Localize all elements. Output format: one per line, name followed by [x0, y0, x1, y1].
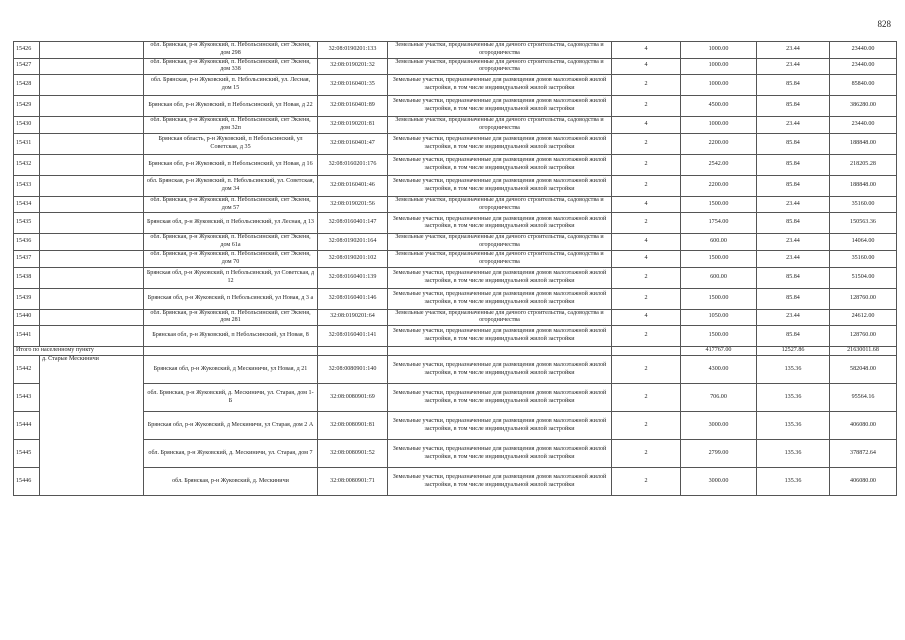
- table-row: [14, 75, 897, 96]
- group-cell: 4: [612, 250, 681, 267]
- group-cell: 2: [612, 288, 681, 309]
- land-category-cell: Земельные участки, предназначенные для размещения домов малоэтажной жилой застройки, в том числе индивидуальной жилой застройки: [388, 154, 612, 175]
- rate-cell: 85.84: [757, 154, 830, 175]
- land-category-cell: Земельные участки, предназначенные для дачного строительства, садоводства и огородничества: [388, 250, 612, 267]
- settlement-cell: [40, 96, 144, 117]
- address-cell: Брянская обл, р-н Жуковский, д Мескиничи, ул Старая, дом 2 А: [144, 412, 318, 440]
- empty-cell: [318, 347, 388, 356]
- address-cell: обл. Брянская, р-н Жуковский, п. Небольсинский, снт Экзеня, дом 57: [144, 196, 318, 213]
- group-cell: 2: [612, 75, 681, 96]
- group-cell: 2: [612, 440, 681, 468]
- cadastral-number-cell: 32:08:0160401:141: [318, 326, 388, 347]
- address-cell: обл. Брянская, р-н Жуковский, п. Небольсинский, снт Экзеня, дом 70: [144, 250, 318, 267]
- empty-cell: [388, 347, 612, 356]
- cadastral-value-cell: 35160.00: [830, 196, 897, 213]
- cadastral-value-cell: 406080.00: [830, 412, 897, 440]
- group-cell: 4: [612, 117, 681, 134]
- area-cell: 1500.00: [681, 288, 757, 309]
- address-cell: обл. Брянская, р-н Жуковский, п. Небольсинский, снт Экзеня, дом 32п: [144, 117, 318, 134]
- cadastral-number-cell: 32:08:0080901:140: [318, 356, 388, 384]
- rate-cell: 23.44: [757, 58, 830, 75]
- cadastral-number-cell: 32:08:0160401:147: [318, 213, 388, 234]
- cadastral-number-cell: 32:08:0080901:71: [318, 468, 388, 496]
- table-row: [14, 326, 897, 347]
- rate-cell: 23.44: [757, 250, 830, 267]
- address-cell: обл. Брянская, р-н Жуковский, д. Мескиничи, ул. Старая, дом 1-Б: [144, 384, 318, 412]
- rate-cell: 135.36: [757, 412, 830, 440]
- rate-cell: 135.36: [757, 356, 830, 384]
- row-number: 15441: [14, 326, 40, 347]
- area-cell: 600.00: [681, 267, 757, 288]
- cadastral-number-cell: 32:08:0160401:35: [318, 75, 388, 96]
- table-row: [14, 196, 897, 213]
- cadastral-value-cell: 582048.00: [830, 356, 897, 384]
- settlement-cell: [40, 117, 144, 134]
- cadastral-number-cell: 32:08:0190201:81: [318, 117, 388, 134]
- settlement-cell: [40, 154, 144, 175]
- settlement-cell: [40, 213, 144, 234]
- total-row: [14, 347, 897, 356]
- row-number: 15444: [14, 412, 40, 440]
- land-category-cell: Земельные участки, предназначенные для дачного строительства, садоводства и огородничества: [388, 309, 612, 326]
- cadastral-value-cell: 14064.00: [830, 234, 897, 251]
- address-cell: обл. Брянская, р-н Жуковский, п. Небольсинский, ул. Советская, дом 34: [144, 175, 318, 196]
- rate-cell: 85.84: [757, 175, 830, 196]
- cadastral-value-cell: 406080.00: [830, 468, 897, 496]
- cadastral-number-cell: 32:08:0080901:81: [318, 412, 388, 440]
- area-cell: 2200.00: [681, 175, 757, 196]
- table-row: [14, 154, 897, 175]
- settlement-cell: [40, 175, 144, 196]
- land-category-cell: Земельные участки, предназначенные для размещения домов малоэтажной жилой застройки, в том числе индивидуальной жилой застройки: [388, 384, 612, 412]
- table-row: [14, 133, 897, 154]
- cadastral-value-cell: 51504.00: [830, 267, 897, 288]
- total-area: 417767.00: [681, 347, 757, 356]
- cadastral-number-cell: 32:08:0160201:176: [318, 154, 388, 175]
- area-cell: 600.00: [681, 234, 757, 251]
- settlement-cell: [40, 326, 144, 347]
- cadastral-number-cell: 32:08:0160401:146: [318, 288, 388, 309]
- settlement-name: д. Старые Мескиничи: [40, 356, 144, 496]
- table-row: [14, 250, 897, 267]
- group-cell: 4: [612, 58, 681, 75]
- area-cell: 706.00: [681, 384, 757, 412]
- cadastral-value-cell: 95564.16: [830, 384, 897, 412]
- land-category-cell: Земельные участки, предназначенные для размещения домов малоэтажной жилой застройки, в том числе индивидуальной жилой застройки: [388, 440, 612, 468]
- table-row: [14, 96, 897, 117]
- area-cell: 3000.00: [681, 468, 757, 496]
- settlement-cell: [40, 196, 144, 213]
- area-cell: 2200.00: [681, 133, 757, 154]
- area-cell: 1000.00: [681, 117, 757, 134]
- area-cell: 4500.00: [681, 96, 757, 117]
- table-row: [14, 42, 897, 59]
- land-category-cell: Земельные участки, предназначенные для дачного строительства, садоводства и огородничества: [388, 234, 612, 251]
- page-number: 828: [877, 19, 891, 29]
- land-category-cell: Земельные участки, предназначенные для размещения домов малоэтажной жилой застройки, в том числе индивидуальной жилой застройки: [388, 133, 612, 154]
- group-cell: 4: [612, 196, 681, 213]
- table-row: [14, 175, 897, 196]
- cadastral-number-cell: 32:08:0080901:69: [318, 384, 388, 412]
- settlement-cell: [40, 250, 144, 267]
- settlement-cell: [40, 42, 144, 59]
- address-cell: обл. Брянская, р-н Жуковский, д. Мескиничи: [144, 468, 318, 496]
- cadastral-number-cell: 32:08:0160401:89: [318, 96, 388, 117]
- group-cell: 2: [612, 412, 681, 440]
- address-cell: Брянская обл, р-н Жуковский, п Небольсинский, ул Новая, 8: [144, 326, 318, 347]
- land-category-cell: Земельные участки, предназначенные для дачного строительства, садоводства и огородничества: [388, 42, 612, 59]
- cadastral-value-cell: 218205.28: [830, 154, 897, 175]
- land-category-cell: Земельные участки, предназначенные для размещения домов малоэтажной жилой застройки, в том числе индивидуальной жилой застройки: [388, 75, 612, 96]
- rate-cell: 85.84: [757, 288, 830, 309]
- land-category-cell: Земельные участки, предназначенные для размещения домов малоэтажной жилой застройки, в том числе индивидуальной жилой застройки: [388, 267, 612, 288]
- group-cell: 2: [612, 175, 681, 196]
- table-row: [14, 288, 897, 309]
- address-cell: обл. Брянская, р-н Жуковский, п. Небольсинский, ул. Лесная, дом 15: [144, 75, 318, 96]
- row-number: 15438: [14, 267, 40, 288]
- cadastral-table: [13, 41, 897, 496]
- group-cell: 4: [612, 42, 681, 59]
- land-category-cell: Земельные участки, предназначенные для размещения домов малоэтажной жилой застройки, в том числе индивидуальной жилой застройки: [388, 175, 612, 196]
- settlement-cell: [40, 234, 144, 251]
- settlement-cell: [40, 75, 144, 96]
- table-row: [14, 384, 897, 412]
- rate-cell: 135.36: [757, 440, 830, 468]
- row-number: 15437: [14, 250, 40, 267]
- settlement-cell: [40, 288, 144, 309]
- cadastral-number-cell: 32:08:0190201:56: [318, 196, 388, 213]
- group-cell: 2: [612, 468, 681, 496]
- group-cell: 2: [612, 326, 681, 347]
- empty-cell: [612, 347, 681, 356]
- area-cell: 1000.00: [681, 42, 757, 59]
- table-row: [14, 412, 897, 440]
- row-number: 15431: [14, 133, 40, 154]
- rate-cell: 23.44: [757, 309, 830, 326]
- area-cell: 2542.00: [681, 154, 757, 175]
- row-number: 15434: [14, 196, 40, 213]
- cadastral-value-cell: 23440.00: [830, 117, 897, 134]
- cadastral-number-cell: 32:08:0190201:102: [318, 250, 388, 267]
- area-cell: 4300.00: [681, 356, 757, 384]
- group-cell: 2: [612, 133, 681, 154]
- land-category-cell: Земельные участки, предназначенные для размещения домов малоэтажной жилой застройки, в том числе индивидуальной жилой застройки: [388, 356, 612, 384]
- total-label: Итого по населенному пункту: [14, 347, 144, 356]
- area-cell: 2799.00: [681, 440, 757, 468]
- rate-cell: 23.44: [757, 234, 830, 251]
- rate-cell: 85.84: [757, 75, 830, 96]
- row-number: 15446: [14, 468, 40, 496]
- area-cell: 1000.00: [681, 58, 757, 75]
- cadastral-value-cell: 85840.00: [830, 75, 897, 96]
- address-cell: Брянская обл, р-н Жуковский, п Небольсинский, ул Лесная, д 13: [144, 213, 318, 234]
- address-cell: Брянская область, р-н Жуковский, п Небольсинский, ул Советская, д 35: [144, 133, 318, 154]
- settlement-cell: [40, 133, 144, 154]
- rate-cell: 85.84: [757, 267, 830, 288]
- table-row: [14, 234, 897, 251]
- empty-cell: [144, 347, 318, 356]
- cadastral-value-cell: 378872.64: [830, 440, 897, 468]
- land-category-cell: Земельные участки, предназначенные для размещения домов малоэтажной жилой застройки, в том числе индивидуальной жилой застройки: [388, 412, 612, 440]
- address-cell: обл. Брянская, р-н Жуковский, п. Небольсинский, снт Экзеня, дом 281: [144, 309, 318, 326]
- rate-cell: 23.44: [757, 196, 830, 213]
- cadastral-number-cell: 32:08:0190201:64: [318, 309, 388, 326]
- table-row: [14, 356, 897, 384]
- land-category-cell: Земельные участки, предназначенные для размещения домов малоэтажной жилой застройки, в том числе индивидуальной жилой застройки: [388, 468, 612, 496]
- cadastral-value-cell: 23440.00: [830, 58, 897, 75]
- row-number: 15436: [14, 234, 40, 251]
- land-category-cell: Земельные участки, предназначенные для размещения домов малоэтажной жилой застройки, в том числе индивидуальной жилой застройки: [388, 326, 612, 347]
- row-number: 15428: [14, 75, 40, 96]
- rate-cell: 135.36: [757, 468, 830, 496]
- area-cell: 1500.00: [681, 196, 757, 213]
- address-cell: Брянская обл, р-н Жуковский, п Небольсинский, ул Советская, д 12: [144, 267, 318, 288]
- group-cell: 2: [612, 213, 681, 234]
- area-cell: 1754.00: [681, 213, 757, 234]
- cadastral-number-cell: 32:08:0190201:133: [318, 42, 388, 59]
- group-cell: 2: [612, 267, 681, 288]
- address-cell: обл. Брянская, р-н Жуковский, д. Мескиничи, ул. Старая, дом 7: [144, 440, 318, 468]
- row-number: 15443: [14, 384, 40, 412]
- cadastral-number-cell: 32:08:0160401:47: [318, 133, 388, 154]
- cadastral-number-cell: 32:08:0190201:32: [318, 58, 388, 75]
- land-category-cell: Земельные участки, предназначенные для размещения домов малоэтажной жилой застройки, в том числе индивидуальной жилой застройки: [388, 213, 612, 234]
- rate-cell: 85.84: [757, 326, 830, 347]
- row-number: 15427: [14, 58, 40, 75]
- table-row: [14, 117, 897, 134]
- row-number: 15430: [14, 117, 40, 134]
- row-number: 15429: [14, 96, 40, 117]
- address-cell: Брянская обл, р-н Жуковский, п Небольсинский, ул Новая, д 3 а: [144, 288, 318, 309]
- table-row: [14, 309, 897, 326]
- group-cell: 2: [612, 384, 681, 412]
- row-number: 15433: [14, 175, 40, 196]
- area-cell: 1050.00: [681, 309, 757, 326]
- cadastral-value-cell: 188848.00: [830, 133, 897, 154]
- cadastral-number-cell: 32:08:0160401:46: [318, 175, 388, 196]
- land-category-cell: Земельные участки, предназначенные для размещения домов малоэтажной жилой застройки, в том числе индивидуальной жилой застройки: [388, 288, 612, 309]
- land-category-cell: Земельные участки, предназначенные для дачного строительства, садоводства и огородничества: [388, 58, 612, 75]
- settlement-cell: [40, 267, 144, 288]
- land-category-cell: Земельные участки, предназначенные для размещения домов малоэтажной жилой застройки, в том числе индивидуальной жилой застройки: [388, 96, 612, 117]
- row-number: 15442: [14, 356, 40, 384]
- group-cell: 2: [612, 154, 681, 175]
- table-row: [14, 468, 897, 496]
- rate-cell: 85.84: [757, 213, 830, 234]
- cadastral-value-cell: 23440.00: [830, 42, 897, 59]
- land-category-cell: Земельные участки, предназначенные для дачного строительства, садоводства и огородничества: [388, 117, 612, 134]
- rate-cell: 85.84: [757, 133, 830, 154]
- rate-cell: 85.84: [757, 96, 830, 117]
- rate-cell: 23.44: [757, 117, 830, 134]
- row-number: 15445: [14, 440, 40, 468]
- row-number: 15426: [14, 42, 40, 59]
- cadastral-value-cell: 188848.00: [830, 175, 897, 196]
- cadastral-value-cell: 386280.00: [830, 96, 897, 117]
- cadastral-number-cell: 32:08:0080901:52: [318, 440, 388, 468]
- table-row: [14, 213, 897, 234]
- row-number: 15435: [14, 213, 40, 234]
- total-value: 21630011.68: [830, 347, 897, 356]
- area-cell: 1500.00: [681, 250, 757, 267]
- cadastral-value-cell: 128760.00: [830, 326, 897, 347]
- row-number: 15432: [14, 154, 40, 175]
- cadastral-value-cell: 128760.00: [830, 288, 897, 309]
- row-number: 15440: [14, 309, 40, 326]
- cadastral-number-cell: 32:08:0160401:139: [318, 267, 388, 288]
- area-cell: 1000.00: [681, 75, 757, 96]
- table-row: [14, 440, 897, 468]
- address-cell: обл. Брянская, р-н Жуковский, п. Небольсинский, снт Экзеня, дом 61а: [144, 234, 318, 251]
- address-cell: обл. Брянская, р-н Жуковский, п. Небольсинский, снт Экзеня, дом 298: [144, 42, 318, 59]
- total-rate: 12527.86: [757, 347, 830, 356]
- land-category-cell: Земельные участки, предназначенные для дачного строительства, садоводства и огородничества: [388, 196, 612, 213]
- cadastral-value-cell: 150563.36: [830, 213, 897, 234]
- table-row: [14, 58, 897, 75]
- group-cell: 4: [612, 309, 681, 326]
- rate-cell: 135.36: [757, 384, 830, 412]
- cadastral-value-cell: 24612.00: [830, 309, 897, 326]
- group-cell: 2: [612, 96, 681, 117]
- cadastral-value-cell: 35160.00: [830, 250, 897, 267]
- area-cell: 1500.00: [681, 326, 757, 347]
- row-number: 15439: [14, 288, 40, 309]
- rate-cell: 23.44: [757, 42, 830, 59]
- address-cell: Брянская обл, р-н Жуковский, д Мескиничи, ул Новая, д 21: [144, 356, 318, 384]
- settlement-cell: [40, 58, 144, 75]
- settlement-cell: [40, 309, 144, 326]
- group-cell: 4: [612, 234, 681, 251]
- group-cell: 2: [612, 356, 681, 384]
- address-cell: обл. Брянская, р-н Жуковский, п. Небольсинский, снт Экзеня, дом 338: [144, 58, 318, 75]
- cadastral-number-cell: 32:08:0190201:164: [318, 234, 388, 251]
- table-row: [14, 267, 897, 288]
- address-cell: Брянская обл, р-н Жуковский, п Небольсинский, ул Новая, д 16: [144, 154, 318, 175]
- address-cell: Брянская обл, р-н Жуковский, п Небольсинский, ул Новая, д 22: [144, 96, 318, 117]
- area-cell: 3000.00: [681, 412, 757, 440]
